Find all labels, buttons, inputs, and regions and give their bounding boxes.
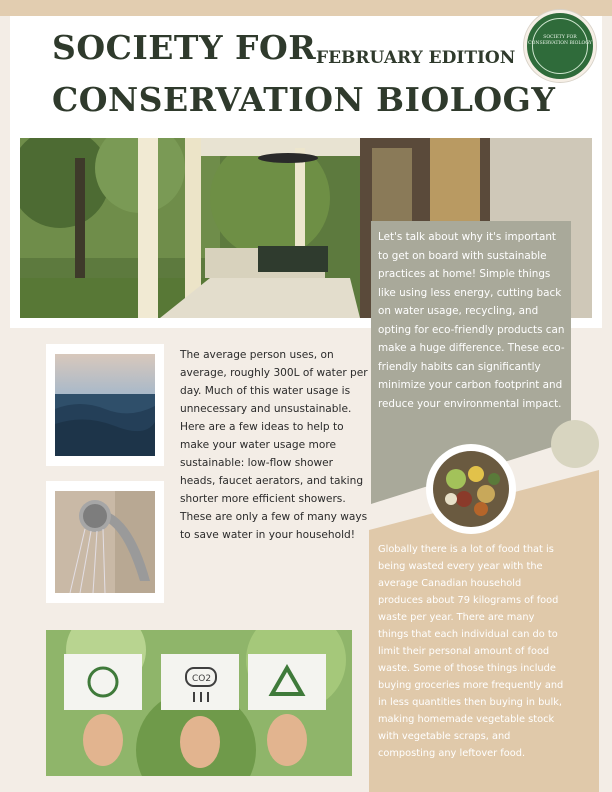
co2-sign-label: CO2	[192, 674, 212, 684]
title-line-2: CONSERVATION BIOLOGY	[52, 80, 556, 119]
water-photo-frame	[46, 344, 164, 466]
food-photo-frame	[426, 444, 516, 534]
decorative-circle	[551, 420, 599, 468]
food-photo	[426, 444, 516, 534]
food-waste-text: Globally there is a lot of food that is being wasted every year with the average Canadian household produces about 79 kilograms of food waste per year. There are many things that each individual can do to limit their personal amount of food waste. Some of those things include buying groceries more frequently and in less quantities then buying in bulk, making homemade vegetable stock with vegetable scraps, and composting any leftover food.	[378, 544, 564, 759]
eco-signs-photo	[46, 630, 352, 776]
edition-label: FEBRUARY EDITION	[316, 48, 516, 68]
eco-signs-illustration	[46, 630, 352, 776]
society-logo	[524, 10, 596, 82]
logo-text: SOCIETY FOR CONSERVATION BIOLOGY	[528, 35, 592, 46]
shower-photo	[55, 491, 155, 593]
shower-photo-frame	[46, 481, 164, 603]
top-accent-bar	[0, 0, 612, 16]
title-line-1: SOCIETY FOR	[52, 28, 317, 67]
water-usage-text: The average person uses, on average, roughly 300L of water per day. Much of this water usage is unnecessary and unsustainable. Here are a few ideas to help to make your water usage more sustainable: low-flow shower heads, faucet aerators, and taking shorter more efficient showers. These are only a few of many ways to save water in your household!	[180, 349, 368, 541]
ocean-photo	[55, 354, 155, 456]
home-practices-text: Let's talk about why it's important to get on board with sustainable practices at home! Simple things like using less energy, cutting back on water usage, recycling, and opting for eco-friendly products can make a huge difference. These eco-friendly habits can significantly minimize your carbon footprint and reduce your environmental impact.	[378, 231, 565, 410]
